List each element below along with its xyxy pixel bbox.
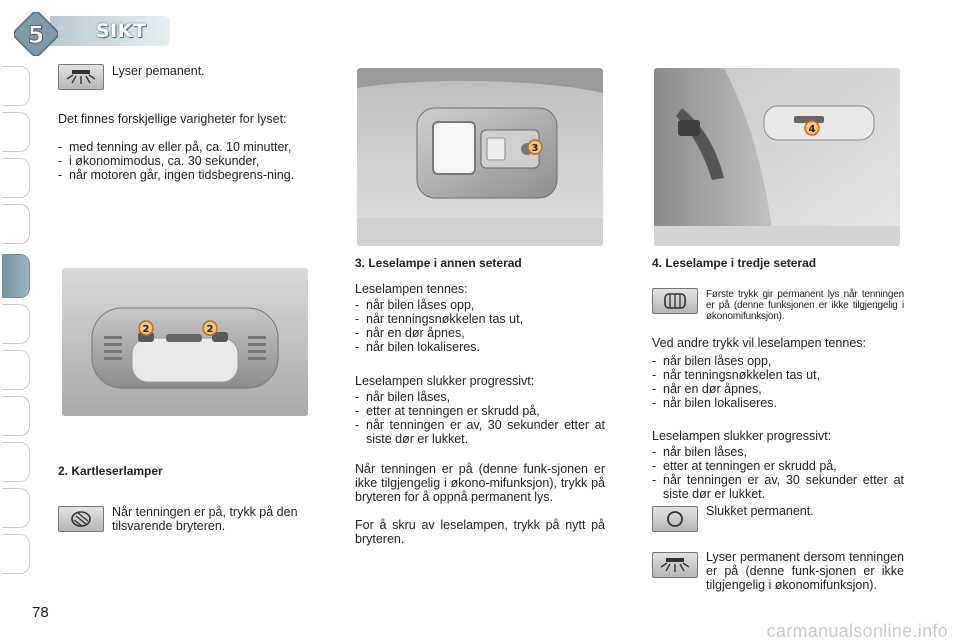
list-item: - etter at tenningen er skrudd på, xyxy=(652,459,904,473)
list-item: - når bilen låses opp, xyxy=(355,298,605,312)
photo-label-4: 4 xyxy=(808,124,816,135)
first-press-text: Første trykk gir permanent lys når tenningen er på (denne funksjonen er ikke tilgjengelig i økonomifunksjon). xyxy=(706,289,904,322)
third-row-off-intro: Leselampen slukker progressivt: xyxy=(652,429,832,443)
door-lamp-on-icon xyxy=(652,552,698,578)
second-row-on-list xyxy=(355,298,605,354)
lamp-off-icon xyxy=(652,506,698,532)
list-item: - når bilen lokaliseres. xyxy=(652,396,904,410)
map-lamps-heading: 2. Kartleserlamper xyxy=(58,464,163,478)
third-row-heading: 4. Leselampe i tredje seterad xyxy=(652,256,817,270)
third-row-lamp-photo xyxy=(654,68,900,246)
second-row-lamp-photo xyxy=(357,68,603,246)
list-item: - når en dør åpnes, xyxy=(652,382,904,396)
chapter-tab-5-active[interactable] xyxy=(2,254,30,298)
map-lamps-text: Når tenningen er på, trykk på den tilsvarende bryteren. xyxy=(112,505,298,533)
door-lamp-text: Lyser permanent dersom tenningen er på (denne funk-sjonen er ikke tilgjengelig i økonomifunksjon). xyxy=(706,550,904,592)
list-item: - når bilen låses, xyxy=(355,390,605,404)
chapter-number: 5 xyxy=(27,21,45,49)
list-item: - i økonomimodus, ca. 30 sekunder, xyxy=(58,154,310,168)
chapter-tab-4[interactable] xyxy=(2,204,30,244)
chapter-tab-2[interactable] xyxy=(2,112,30,152)
list-item: - når bilen låses opp, xyxy=(652,354,904,368)
durations-list xyxy=(58,140,310,182)
third-row-off-list xyxy=(652,445,904,501)
list-item: - når tenningen er av, 30 sekunder etter at siste dør er lukket. xyxy=(355,418,605,446)
door-switch-icon xyxy=(652,288,698,314)
list-item: - når en dør åpnes, xyxy=(355,326,605,340)
chapter-tab-6[interactable] xyxy=(2,304,30,344)
lamp-off-text: Slukket permanent. xyxy=(706,504,814,518)
section-title: SIKT xyxy=(96,20,147,42)
permanent-light-text: Lyser pemanent. xyxy=(112,64,205,78)
chapter-tab-11[interactable] xyxy=(2,534,30,574)
durations-intro: Det finnes forskjellige varigheter for lyset: xyxy=(58,112,287,126)
list-item: - med tenning av eller på, ca. 10 minutter, xyxy=(58,140,310,154)
second-row-para-off: For å skru av leselampen, trykk på nytt på bryteren. xyxy=(355,518,605,546)
chapter-tab-1[interactable] xyxy=(2,66,30,106)
second-row-off-intro: Leselampen slukker progressivt: xyxy=(355,374,535,388)
photo-label-2a: 2 xyxy=(142,324,150,335)
chapter-badge xyxy=(14,12,58,56)
chapter-tab-8[interactable] xyxy=(2,396,30,436)
photo-label-3: 3 xyxy=(531,143,539,154)
watermark: carmanualsonline.info xyxy=(766,621,948,640)
chapter-tab-7[interactable] xyxy=(2,350,30,390)
chapter-tab-9[interactable] xyxy=(2,442,30,482)
third-row-on-list xyxy=(652,354,904,410)
map-lamps-photo xyxy=(62,268,308,416)
list-item: - når bilen lokaliseres. xyxy=(355,340,605,354)
second-row-off-list xyxy=(355,390,605,446)
second-row-para-permanent: Når tenningen er på (denne funk-sjonen er ikke tilgjengelig i økono-mifunksjon), trykk på bryteren for å oppnå permanent lys. xyxy=(355,462,605,504)
second-row-heading: 3. Leselampe i annen seterad xyxy=(355,256,522,270)
list-item: - når motoren går, ingen tidsbegrens-ning. xyxy=(58,168,310,182)
ceiling-lamp-on-icon xyxy=(58,64,104,90)
chapter-tab-strip xyxy=(0,0,40,640)
map-lamp-icon xyxy=(58,506,104,532)
page-number: 78 xyxy=(32,604,49,621)
list-item: - når bilen låses, xyxy=(652,445,904,459)
chapter-tab-10[interactable] xyxy=(2,488,30,528)
list-item: - når tenningsnøkkelen tas ut, xyxy=(652,368,904,382)
list-item: - når tenningsnøkkelen tas ut, xyxy=(355,312,605,326)
list-item: - etter at tenningen er skrudd på, xyxy=(355,404,605,418)
third-row-on-intro: Ved andre trykk vil leselampen tennes: xyxy=(652,336,867,350)
list-item: - når tenningen er av, 30 sekunder etter at siste dør er lukket. xyxy=(652,473,904,501)
chapter-tab-3[interactable] xyxy=(2,158,30,198)
photo-label-2b: 2 xyxy=(206,324,214,335)
second-row-on-intro: Leselampen tennes: xyxy=(355,282,468,296)
